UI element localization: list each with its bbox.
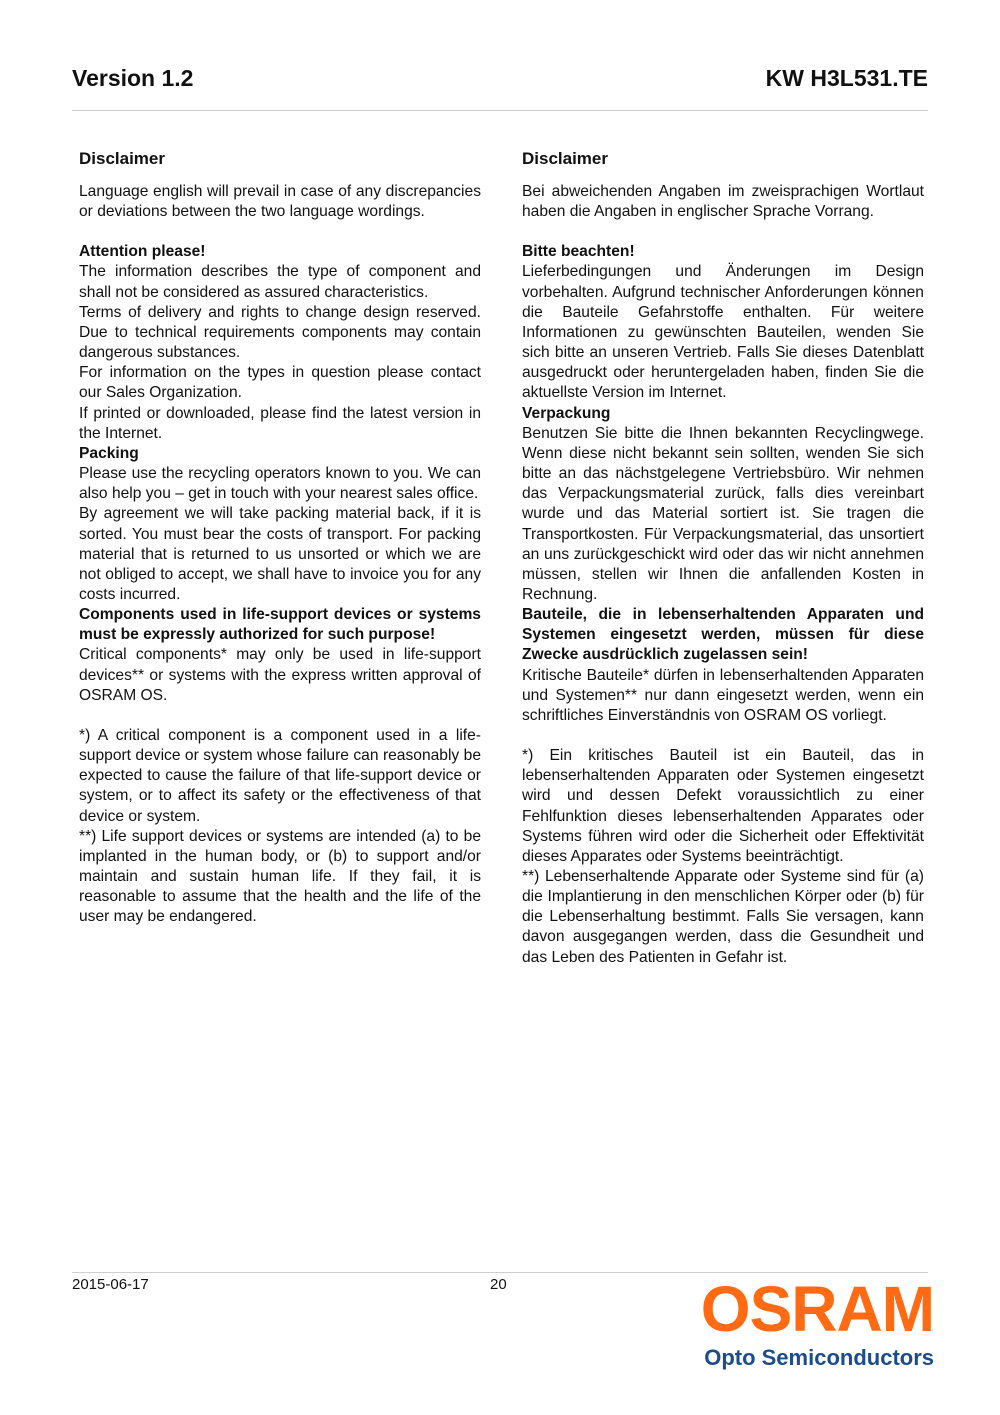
page-header xyxy=(72,62,928,111)
footer-date: 2015-06-17 xyxy=(72,1276,149,1293)
components-paragraph: Critical components* may only be used in life-support devices** or systems with the express written approval of OSRAM OS. xyxy=(79,646,481,704)
packing-heading: Packing xyxy=(79,444,139,462)
disclaimer-title: Disclaimer xyxy=(79,149,165,168)
footnote-critical-component: *) Ein kritisches Bauteil ist ein Bauteil, das in lebenserhaltenden Apparaten oder Systemen eingesetzt wird und dessen Defekt voraussichtlich zu einer Fehlfunktion dieses lebenserhaltenden Apparates oder Systems führen wird oder die Sicherheit oder Effektivität dieses Apparates oder Systems beeinträchtigt. xyxy=(522,747,924,865)
attention-heading: Bitte beachten! xyxy=(522,243,635,261)
language-note: Bei abweichenden Angaben im zweisprachigen Wortlaut haben die Angaben in englischer Sprache Vorrang. xyxy=(522,183,924,221)
footnote-life-support: **) Lebenserhaltende Apparate oder Systeme sind für (a) die Implantierung in den menschlichen Körper oder (b) für die Lebenserhaltung bestimmt. Falls Sie versagen, kann davon ausgegangen werden, dass die Gesundheit und das Leben des Patienten in Gefahr ist. xyxy=(522,868,924,966)
document-version: Version 1.2 xyxy=(72,65,194,91)
footnote-life-support: **) Life support devices or systems are intended (a) to be implanted in the human body, or (b) to support and/or maintain and sustain human life. If they fail, it is reasonable to assume that the health and the life of the user may be endangered. xyxy=(79,827,481,926)
attention-paragraph: Terms of delivery and rights to change design reserved. Due to technical requirements components may contain dangerous substances. xyxy=(79,303,481,362)
attention-paragraph: If printed or downloaded, please find the latest version in the Internet. xyxy=(79,404,481,442)
components-heading: Components used in life-support devices or systems must be expressly authorized for such purpose! xyxy=(79,606,481,644)
components-heading: Bauteile, die in lebenserhaltenden Apparaten und Systemen eingesetzt werden, müssen für diese Zwecke ausdrücklich zugelassen sein! xyxy=(522,606,924,664)
components-paragraph: Kritische Bauteile* dürfen in lebenserhaltenden Apparaten und Systemen** nur dann eingesetzt werden, wenn ein schriftliches Einverständnis von OSRAM OS vorliegt. xyxy=(522,666,924,724)
packing-paragraph: Please use the recycling operators known to you. We can also help you – get in touch with your nearest sales office. xyxy=(79,465,481,503)
attention-paragraph: The information describes the type of component and shall not be considered as assured characteristics. xyxy=(79,263,481,301)
logo-brand-text: OSRAM xyxy=(700,1273,934,1345)
english-column xyxy=(79,148,481,927)
packing-paragraph: By agreement we will take packing material back, if it is sorted. You must bear the costs of transport. For packing material that is returned to us unsorted or which we are not obliged to accept, we shall have to invoice you for any costs incurred. xyxy=(79,505,481,603)
packing-heading: Verpackung xyxy=(522,404,611,422)
german-column xyxy=(522,148,924,968)
attention-paragraph: Lieferbedingungen und Änderungen im Design vorbehalten. Aufgrund technischer Anforderungen können die Bauteile Gefahrstoffe enthalten. Für weitere Informationen zu gewünschten Bauteilen, wenden Sie sich bitte an unseren Vertrieb. Falls Sie dieses Datenblatt ausgedruckt oder heruntergeladen haben, finden Sie die aktuellste Version im Internet. xyxy=(522,263,924,402)
disclaimer-title: Disclaimer xyxy=(522,149,608,168)
part-number: KW H3L531.TE xyxy=(765,65,928,91)
osram-logo xyxy=(700,1273,934,1371)
page-number: 20 xyxy=(490,1276,507,1293)
attention-heading: Attention please! xyxy=(79,243,206,261)
logo-subtitle: Opto Semiconductors xyxy=(704,1345,934,1370)
footnote-critical-component: *) A critical component is a component used in a life-support device or system whose failure can reasonably be expected to cause the failure of that life-support device or system, or to affect its safety or the effectiveness of that device or system. xyxy=(79,726,481,825)
attention-paragraph: For information on the types in question please contact our Sales Organization. xyxy=(79,364,481,402)
language-note: Language english will prevail in case of any discrepancies or deviations between the two language wordings. xyxy=(79,183,481,221)
packing-paragraph: Benutzen Sie bitte die Ihnen bekannten Recyclingwege. Wenn diese nicht bekannt sein sollten, wenden Sie sich bitte an das nächstgelegene Vertriebsbüro. Wir nehmen das Verpackungsmaterial zurück, falls dies vereinbart wurde und das Material sortiert ist. Sie tragen die Transportkosten. Für Verpackungsmaterial, das unsortiert an uns zurückgeschickt wird oder das wir nicht annehmen müssen, stellen wir Ihnen die anfallenden Kosten in Rechnung. xyxy=(522,424,924,603)
